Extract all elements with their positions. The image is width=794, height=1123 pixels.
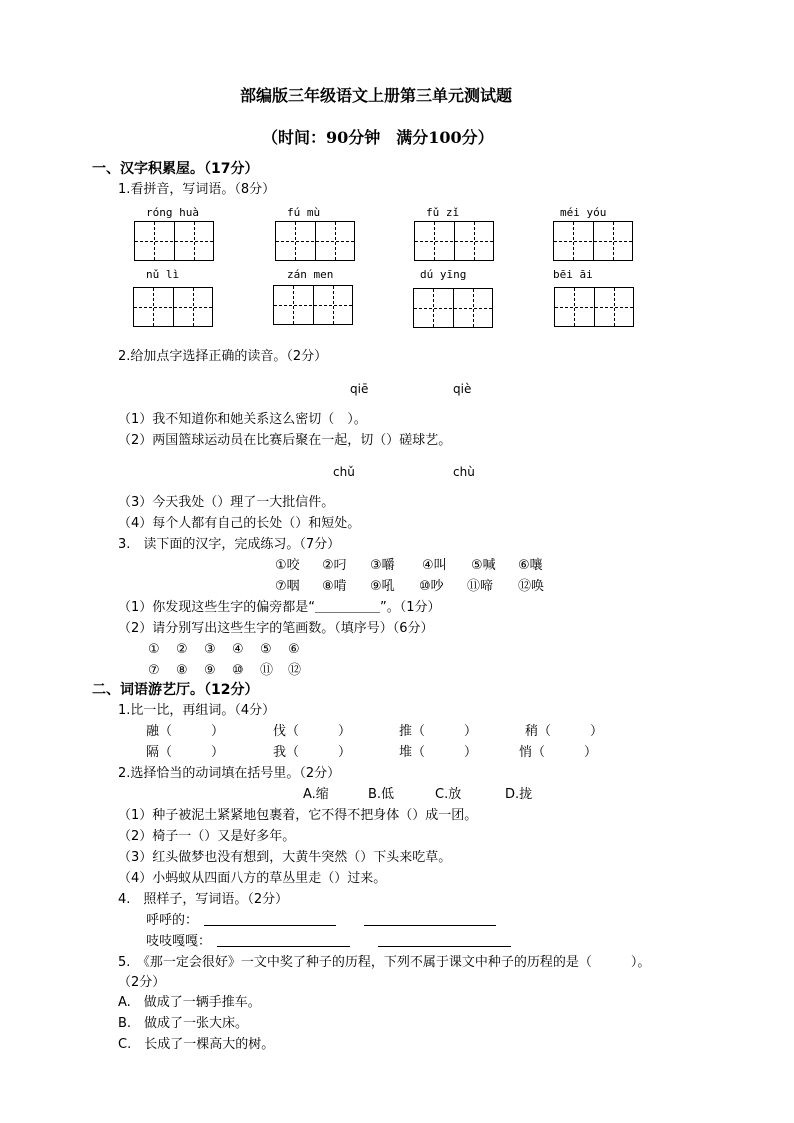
- pinyin-option: qiē: [350, 382, 369, 396]
- word-item: 悄（ ）: [519, 745, 598, 760]
- sentence: （4）小蚂蚁从四面八方的草丛里走（）过来。: [118, 871, 387, 886]
- pinyin-label: dú yīng: [420, 268, 467, 281]
- word-item: 我（ ）: [273, 745, 352, 760]
- word-item: 伐（ ）: [273, 724, 352, 739]
- pinyin-option: chǔ: [333, 465, 355, 479]
- char-item: ⑥嚷: [518, 558, 543, 573]
- pinyin-label: méi yóu: [560, 206, 607, 219]
- pinyin-label: fú mù: [287, 206, 321, 219]
- pinyin-option: chù: [453, 465, 475, 479]
- example-label: 吱吱嘎嘎：: [146, 934, 212, 949]
- word-item: 融（ ）: [146, 724, 225, 739]
- sentence: （3）红头做梦也没有想到，大黄牛突然（）下头来吃草。: [118, 850, 452, 865]
- writing-grid[interactable]: [273, 285, 353, 325]
- char-item: ①咬: [275, 558, 300, 573]
- pinyin-option: qiè: [453, 382, 472, 396]
- question-1-2-label: 2.给加点字选择正确的读音。（2分）: [118, 349, 328, 364]
- number-item: ①: [148, 642, 160, 657]
- pinyin-label: róng huà: [146, 206, 199, 219]
- number-item: ②: [176, 642, 188, 657]
- char-item: ⑧啃: [322, 579, 347, 594]
- char-item: ③嚼: [370, 558, 395, 573]
- writing-grid[interactable]: [414, 221, 494, 261]
- number-item: ⑤: [260, 642, 272, 657]
- question-2-5-score: （2分）: [118, 975, 166, 990]
- page-title: 部编版三年级语文上册第三单元测试题: [240, 86, 513, 105]
- pinyin-label: nǔ lì: [146, 268, 180, 281]
- question-1-1-label: 1.看拼音，写词语。（8分）: [118, 182, 276, 197]
- number-item: ④: [232, 642, 244, 657]
- answer-line[interactable]: [378, 946, 511, 947]
- number-item: ⑦: [148, 663, 160, 678]
- question-2-5-label: 5. 《那一定会很好》一文中奖了种子的历程，下列不属于课文中种子的历程的是（ ）。: [118, 955, 651, 970]
- number-item: ⑥: [288, 642, 300, 657]
- sentence: （3）今天我处（）理了一大批信件。: [118, 495, 335, 510]
- writing-grid[interactable]: [134, 221, 214, 261]
- number-item: ⑩: [232, 663, 244, 678]
- question-2-4-label: 4. 照样子，写词语。（2分）: [118, 892, 289, 907]
- option: C.放: [435, 787, 462, 802]
- question-2-1-label: 1.比一比，再组词。（4分）: [118, 703, 276, 718]
- number-item: ③: [204, 642, 216, 657]
- sentence: （1）我不知道你和她关系这么密切（ ）。: [118, 412, 367, 427]
- char-item: ⑩吵: [419, 579, 444, 594]
- word-item: 堆（ ）: [399, 745, 478, 760]
- choice-a: A. 做成了一辆手推车。: [118, 995, 261, 1010]
- sub-question: （2）请分别写出这些生字的笔画数。（填序号）（6分）: [118, 621, 434, 636]
- number-item: ⑧: [176, 663, 188, 678]
- sentence: （4）每个人都有自己的长处（）和短处。: [118, 516, 361, 531]
- writing-grid[interactable]: [554, 287, 634, 327]
- sentence: （2）两国篮球运动员在比赛后聚在一起，切（）磋球艺。: [118, 433, 452, 448]
- sentence: （1）种子被泥土紧紧地包裹着，它不得不把身体（）成一团。: [118, 808, 478, 823]
- question-2-2-label: 2.选择恰当的动词填在括号里。（2分）: [118, 766, 341, 781]
- char-item: ⑨吼: [370, 579, 395, 594]
- char-item: ④叫: [422, 558, 447, 573]
- option: A.缩: [303, 787, 329, 802]
- option: D.拢: [505, 787, 533, 802]
- answer-line[interactable]: [217, 946, 350, 947]
- word-item: 推（ ）: [399, 724, 478, 739]
- sentence: （2）椅子一（）又是好多年。: [118, 829, 296, 844]
- question-1-3-label: 3. 读下面的汉字，完成练习。（7分）: [118, 537, 341, 552]
- pinyin-label: fǔ zǐ: [426, 206, 460, 219]
- number-item: ⑫: [288, 663, 302, 678]
- answer-line[interactable]: [364, 925, 496, 926]
- number-item: ⑨: [204, 663, 216, 678]
- pinyin-label: bēi āi: [553, 268, 593, 281]
- section-2-heading: 二、词语游艺厅。（12分）: [92, 682, 259, 698]
- writing-grid[interactable]: [553, 221, 633, 261]
- number-item: ⑪: [260, 663, 274, 678]
- option: B.低: [368, 787, 395, 802]
- word-item: 稍（ ）: [525, 724, 604, 739]
- char-item: ⑤喊: [471, 558, 496, 573]
- word-item: 隔（ ）: [146, 745, 225, 760]
- writing-grid[interactable]: [413, 288, 493, 328]
- choice-b: B. 做成了一张大床。: [118, 1016, 249, 1031]
- char-item: ⑦咽: [275, 579, 300, 594]
- char-item: ②叼: [322, 558, 347, 573]
- writing-grid[interactable]: [133, 287, 213, 327]
- page-subtitle: （时间：90分钟 满分100分）: [262, 128, 494, 147]
- writing-grid[interactable]: [275, 221, 355, 261]
- example-label: 呼呼的：: [146, 913, 199, 928]
- sub-question: （1）你发现这些生字的偏旁都是“＿＿＿＿＿”。（1分）: [118, 600, 441, 615]
- section-1-heading: 一、汉字积累屋。（17分）: [92, 161, 259, 177]
- answer-line[interactable]: [204, 925, 336, 926]
- pinyin-label: zán men: [287, 268, 334, 281]
- char-item: ⑪啼: [467, 579, 494, 594]
- choice-c: C. 长成了一棵高大的树。: [118, 1037, 275, 1052]
- char-item: ⑫唤: [518, 579, 545, 594]
